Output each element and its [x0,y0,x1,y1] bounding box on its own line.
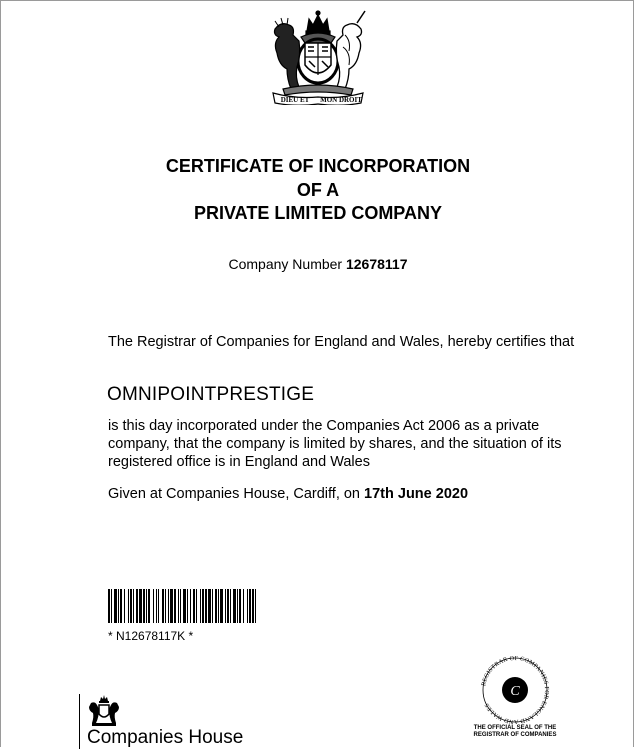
barcode-bar [111,589,112,623]
barcode-bar [193,589,195,623]
barcode-bar [255,589,256,623]
title-line-2: OF A [296,179,340,200]
barcode-bar [227,589,229,623]
title-line-3: PRIVATE LIMITED COMPANY [193,203,442,223]
barcode-bar [233,589,236,623]
barcode-bar [187,589,188,623]
seal-caption-line-2: REGISTRAR OF COMPANIES [473,732,557,738]
barcode-bar [247,589,248,623]
barcode-bar [146,589,147,623]
barcode-bar [139,589,142,623]
barcode-bar [237,589,238,623]
barcode-bar [114,589,117,623]
given-date: 17th June 2020 [364,486,469,502]
barcode-bar [120,589,122,623]
barcode-bar [230,589,231,623]
barcode-bar [205,589,207,623]
barcode-bar [143,589,145,623]
barcode [108,589,336,623]
barcode-bar [153,589,154,623]
given-at-text: Given at Companies House, Cardiff, on [108,486,361,502]
company-number-label: Company Number [228,256,343,272]
barcode-bar [148,589,150,623]
barcode-bar [252,589,254,623]
motto-right-text: MON DROIT [320,96,362,104]
seal-ring-text: REGISTRAR OF COMPANIES FOR ENGLAND AND WALES [480,656,551,724]
incorporation-paragraph: is this day incorporated under the Companies Act 2006 as a private company, that the company is limited by shares, and the situation of its registered office is in England and Wales [108,418,562,470]
barcode-bar [130,589,132,623]
company-name: OMNIPOINTPRESTIGE [107,384,315,405]
barcode-bar [174,589,176,623]
barcode-bar [162,589,164,623]
barcode-bar [108,589,110,623]
barcode-bar [136,589,138,623]
barcode-bar [180,589,181,623]
barcode-bar [165,589,166,623]
certifies-paragraph: The Registrar of Companies for England and Wales, hereby certifies that [108,334,575,350]
companies-house-name: Companies House [87,727,244,748]
footer-divider [79,694,80,749]
barcode-text: * N12678117K * [108,629,194,643]
barcode-bar [212,589,213,623]
company-number-value: 12678117 [345,256,408,272]
barcode-bar [168,589,169,623]
barcode-bar [239,589,241,623]
title-line-1: CERTIFICATE OF INCORPORATION [165,156,471,176]
motto-left-text: DIEU ET [280,96,310,104]
official-seal-icon [475,656,555,724]
svg-text:C: C [510,684,520,699]
barcode-bar [178,589,179,623]
barcode-bar [124,589,125,623]
barcode-bar [225,589,226,623]
barcode-bar [243,589,244,623]
given-at-line [108,485,578,503]
barcode-bar [202,589,204,623]
barcode-bar [200,589,201,623]
barcode-bar [220,589,223,623]
barcode-bar [156,589,157,623]
royal-coat-of-arms-icon [265,7,371,105]
seal-caption [463,725,567,739]
barcode-bar [128,589,129,623]
barcode-bar [170,589,173,623]
certificate-title [1,155,634,226]
barcode-bar [249,589,251,623]
barcode-bar [118,589,119,623]
companies-house-crest-icon [87,695,121,727]
barcode-bar [190,589,191,623]
barcode-bar [208,589,211,623]
company-number-line [1,256,634,272]
barcode-bar [133,589,134,623]
barcode-bar [215,589,217,623]
barcode-bar [183,589,186,623]
barcode-bar [196,589,197,623]
barcode-bar [218,589,219,623]
barcode-bar [158,589,159,623]
seal-caption-line-1: THE OFFICIAL SEAL OF THE [473,725,557,731]
